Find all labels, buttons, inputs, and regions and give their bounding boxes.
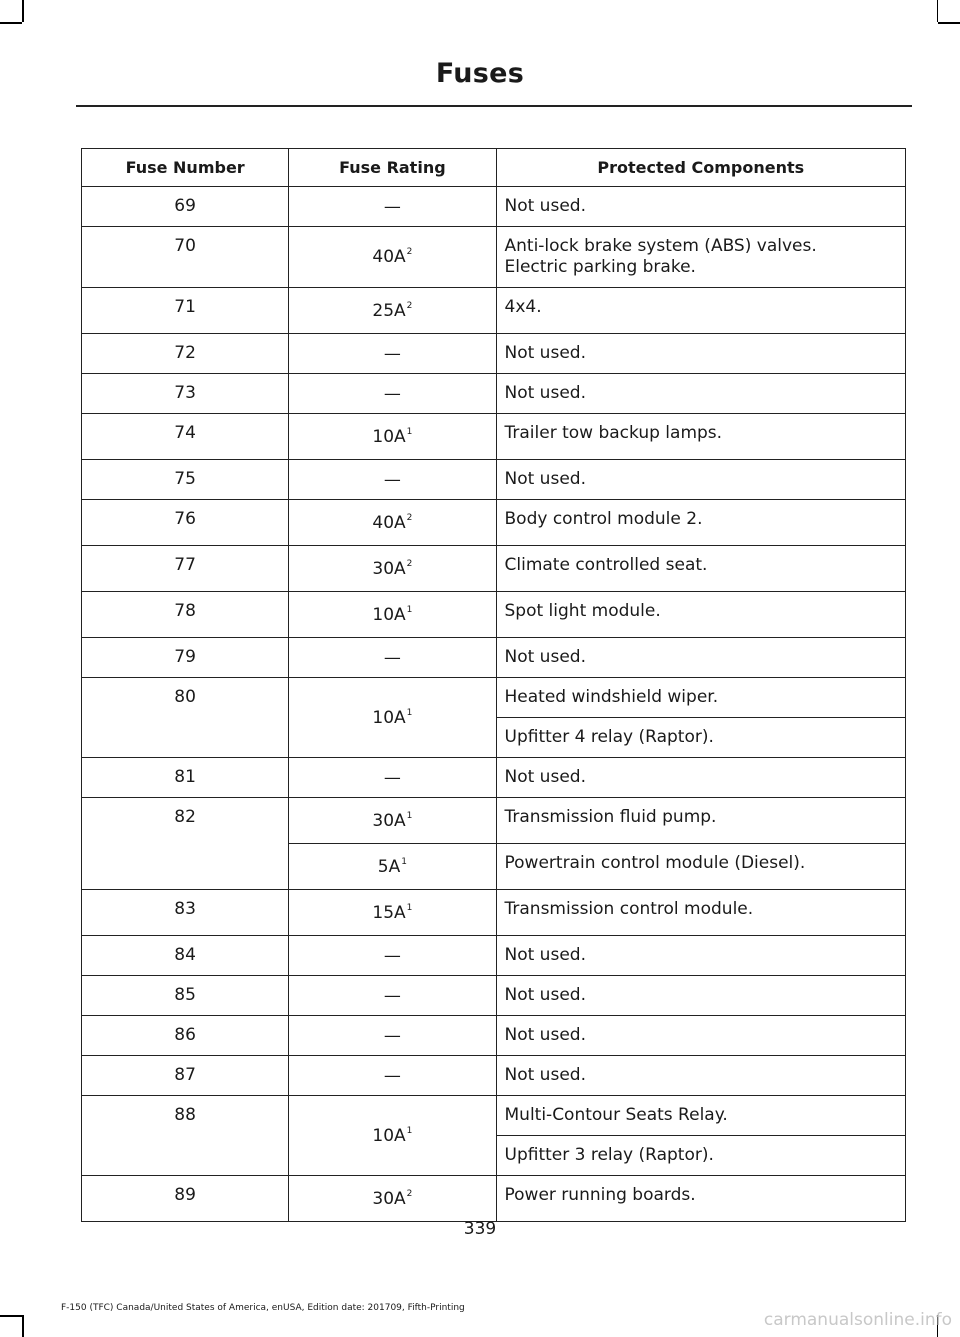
table-row	[82, 334, 906, 374]
fuse-number-cell: 82	[82, 798, 289, 890]
protected-component-cell: Not used.	[496, 460, 906, 500]
crop-mark	[22, 1315, 24, 1337]
footnote-marker: 2	[406, 558, 413, 569]
table-row	[82, 976, 906, 1016]
protected-component-cell: Not used.	[496, 1016, 906, 1056]
fuse-rating-cell	[289, 334, 496, 374]
fuse-number-cell: 81	[82, 758, 289, 798]
fuse-number-cell: 88	[82, 1096, 289, 1176]
fuse-rating-cell	[289, 460, 496, 500]
table-row	[82, 678, 906, 718]
fuse-rating-cell	[289, 844, 496, 890]
fuse-rating-value: 10A	[372, 604, 406, 625]
fuse-rating-cell	[289, 1016, 496, 1056]
page-title: Fuses	[435, 58, 525, 89]
fuse-number-cell: 86	[82, 1016, 289, 1056]
footnote-marker: 1	[401, 856, 407, 867]
fuse-rating-value: 10A	[372, 1125, 406, 1146]
table-header-row	[82, 149, 906, 187]
protected-component-cell: Not used.	[496, 976, 906, 1016]
fuse-rating-cell	[289, 798, 496, 844]
fuse-rating-cell	[289, 678, 496, 758]
table-row	[82, 890, 906, 936]
column-header-fuse-rating: Fuse Rating	[289, 149, 496, 187]
fuse-number-cell: 77	[82, 546, 289, 592]
protected-component-cell: Body control module 2.	[496, 500, 906, 546]
fuse-rating-value: 10A	[372, 707, 406, 728]
fuse-rating-value: —	[383, 1025, 401, 1046]
protected-component-cell: Transmission control module.	[496, 890, 906, 936]
footnote-marker: 2	[406, 1188, 413, 1199]
fuse-table	[81, 148, 906, 1222]
table-row	[82, 638, 906, 678]
fuse-rating-cell	[289, 374, 496, 414]
fuse-rating-cell	[289, 976, 496, 1016]
crop-mark	[0, 22, 22, 24]
footnote-marker: 1	[406, 1125, 413, 1136]
fuse-rating-value: —	[383, 343, 401, 364]
fuse-number-cell: 78	[82, 592, 289, 638]
fuse-rating-cell	[289, 758, 496, 798]
table-row	[82, 1096, 906, 1136]
fuse-rating-cell	[289, 414, 496, 460]
fuse-rating-cell	[289, 1056, 496, 1096]
crop-mark	[22, 0, 24, 22]
fuse-number-cell: 80	[82, 678, 289, 758]
footnote-marker: 1	[406, 604, 413, 615]
fuse-rating-cell	[289, 890, 496, 936]
table-row	[82, 374, 906, 414]
fuse-number-cell: 89	[82, 1176, 289, 1222]
footnote-marker: 1	[406, 902, 413, 913]
fuse-rating-value: —	[383, 985, 401, 1006]
table-row	[82, 288, 906, 334]
table-row	[82, 500, 906, 546]
fuse-rating-cell	[289, 592, 496, 638]
fuse-rating-cell	[289, 638, 496, 678]
protected-component-cell: Not used.	[496, 936, 906, 976]
protected-component-cell: 4x4.	[496, 288, 906, 334]
fuse-number-cell: 69	[82, 187, 289, 227]
table-row	[82, 227, 906, 288]
protected-component-cell: Anti-lock brake system (ABS) valves. Electric parking brake.	[496, 227, 906, 288]
fuse-rating-cell	[289, 1176, 496, 1222]
protected-component-cell: Not used.	[496, 1056, 906, 1096]
fuse-number-cell: 84	[82, 936, 289, 976]
protected-component-cell: Trailer tow backup lamps.	[496, 414, 906, 460]
fuse-rating-cell	[289, 187, 496, 227]
crop-mark	[938, 22, 960, 24]
fuse-rating-value: 30A	[372, 558, 406, 579]
protected-component-cell: Not used.	[496, 187, 906, 227]
crop-mark	[937, 0, 939, 22]
fuse-rating-value: —	[383, 196, 401, 217]
fuse-number-cell: 73	[82, 374, 289, 414]
footnote-marker: 1	[406, 426, 413, 437]
table-row	[82, 1016, 906, 1056]
fuse-rating-cell	[289, 936, 496, 976]
fuse-rating-value: —	[383, 383, 401, 404]
protected-component-cell: Upfitter 4 relay (Raptor).	[496, 718, 906, 758]
fuse-rating-value: 25A	[372, 300, 406, 321]
protected-component-cell: Not used.	[496, 758, 906, 798]
fuse-rating-value: 15A	[372, 902, 406, 923]
fuse-rating-cell	[289, 288, 496, 334]
table-row	[82, 546, 906, 592]
fuse-number-cell: 79	[82, 638, 289, 678]
fuse-rating-value: —	[383, 767, 401, 788]
protected-component-cell: Heated windshield wiper.	[496, 678, 906, 718]
fuse-number-cell: 75	[82, 460, 289, 500]
crop-mark	[0, 1315, 22, 1317]
column-header-protected-components: Protected Components	[496, 149, 906, 187]
fuse-number-cell: 71	[82, 288, 289, 334]
footnote-marker: 1	[406, 810, 413, 821]
fuse-rating-cell	[289, 1096, 496, 1176]
protected-component-cell: Multi-Contour Seats Relay.	[496, 1096, 906, 1136]
fuse-rating-cell	[289, 546, 496, 592]
protected-component-cell: Not used.	[496, 638, 906, 678]
table-row	[82, 414, 906, 460]
protected-component-cell: Spot light module.	[496, 592, 906, 638]
protected-component-cell: Power running boards.	[496, 1176, 906, 1222]
table-row	[82, 187, 906, 227]
fuse-rating-value: 40A	[372, 247, 406, 267]
protected-component-cell: Powertrain control module (Diesel).	[496, 844, 906, 890]
fuse-rating-value: 30A	[372, 1188, 406, 1209]
table-row	[82, 936, 906, 976]
protected-component-cell: Not used.	[496, 374, 906, 414]
fuse-rating-value: 10A	[372, 426, 406, 447]
fuse-rating-value: —	[383, 647, 401, 668]
footnote-marker: 2	[406, 247, 413, 257]
watermark: carmanualsonline.info	[763, 1310, 952, 1330]
fuse-number-cell: 70	[82, 227, 289, 288]
fuse-rating-cell	[289, 227, 496, 288]
fuse-rating-value: —	[383, 469, 401, 490]
fuse-number-cell: 76	[82, 500, 289, 546]
protected-component-cell: Upfitter 3 relay (Raptor).	[496, 1136, 906, 1176]
fuse-rating-value: 40A	[372, 512, 406, 533]
table-row	[82, 1056, 906, 1096]
table-row	[82, 1176, 906, 1222]
fuse-rating-value: 30A	[372, 810, 406, 831]
fuse-rating-value: 5A	[377, 856, 401, 877]
fuse-number-cell: 83	[82, 890, 289, 936]
fuse-number-cell: 85	[82, 976, 289, 1016]
footer-edition-info: F-150 (TFC) Canada/United States of America, enUSA, Edition date: 201709, Fifth-Printing	[61, 1303, 465, 1313]
protected-component-cell: Not used.	[496, 334, 906, 374]
table-row	[82, 798, 906, 844]
protected-component-cell: Transmission fluid pump.	[496, 798, 906, 844]
table-row	[82, 758, 906, 798]
fuse-number-cell: 74	[82, 414, 289, 460]
page-number: 339	[463, 1219, 497, 1239]
fuse-number-cell: 87	[82, 1056, 289, 1096]
table-row	[82, 592, 906, 638]
footnote-marker: 1	[406, 707, 413, 718]
fuse-table-body	[82, 187, 906, 1222]
column-header-fuse-number: Fuse Number	[82, 149, 289, 187]
footnote-marker: 2	[406, 512, 413, 523]
fuse-rating-value: —	[383, 1065, 401, 1086]
fuse-rating-value: —	[383, 945, 401, 966]
fuse-number-cell: 72	[82, 334, 289, 374]
title-divider	[76, 105, 912, 107]
table-row	[82, 460, 906, 500]
footnote-marker: 2	[406, 300, 413, 311]
fuse-rating-cell	[289, 500, 496, 546]
protected-component-cell: Climate controlled seat.	[496, 546, 906, 592]
